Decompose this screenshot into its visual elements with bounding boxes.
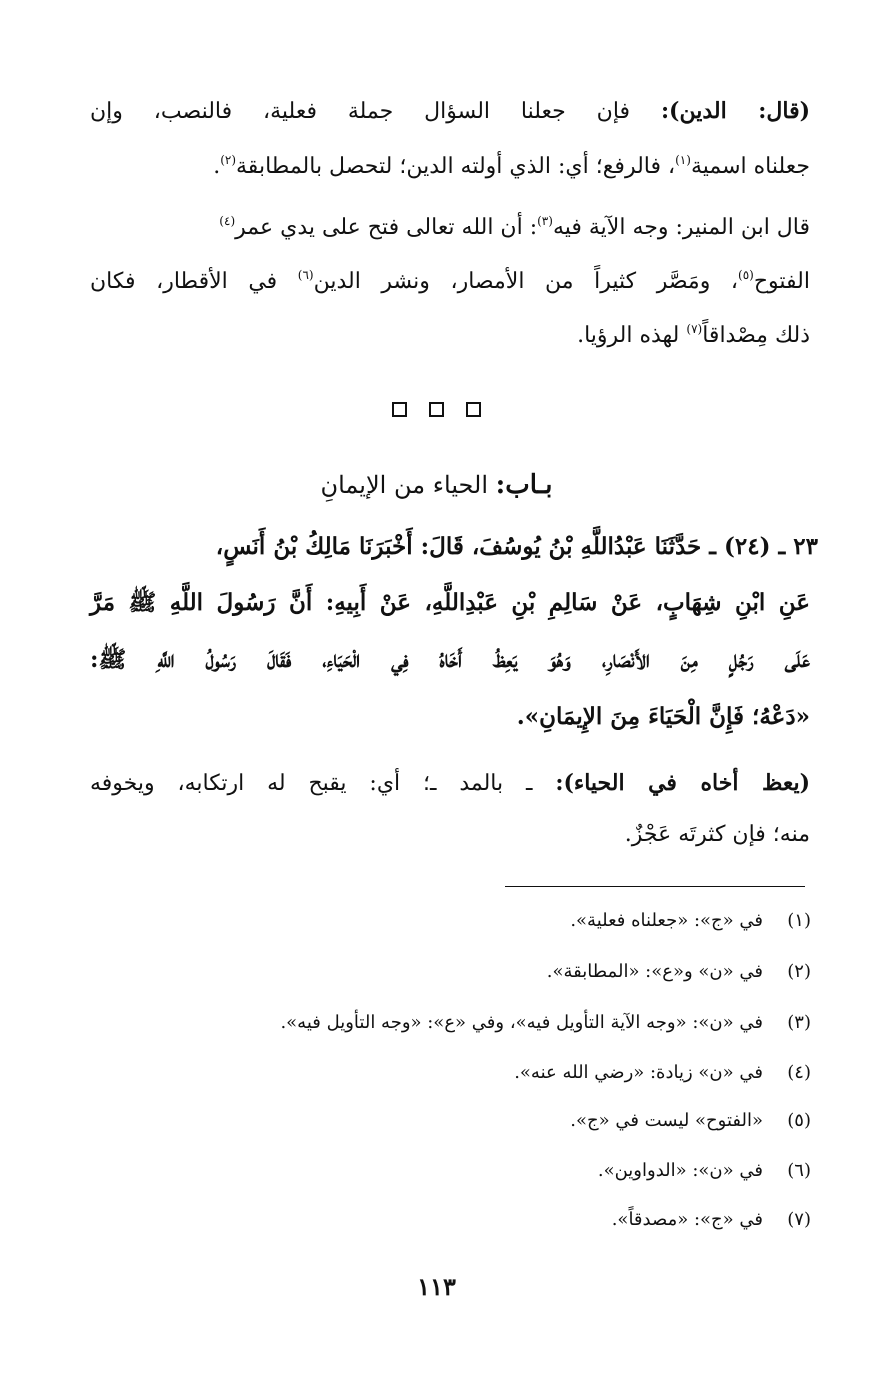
line-text: في الأقطار، فكان (90, 269, 298, 294)
paragraph-line (90, 323, 810, 347)
line-text: : أن الله تعالى فتح على يدي عمر (235, 215, 538, 240)
footnote-ref[interactable]: (٦) (297, 268, 314, 282)
line-text: ذلك مِصْداقاً (702, 323, 810, 348)
paragraph-line (90, 154, 810, 178)
section-separator (0, 402, 873, 421)
line-text: لهذه الرؤيا. (577, 323, 687, 348)
square-ornament-icon (466, 402, 481, 417)
hadith-line: عَلَى رَجُلٍ مِنَ الأَنْصَارِ، وَهُوَ يَعِظُ أَخَاهُ فِي الْحَيَاءِ، فَقَالَ رَسُولُ اللَّهِ ﷺ: (90, 646, 810, 673)
paragraph-line (90, 100, 810, 123)
footnote-number: (٢) (787, 961, 811, 982)
footnote-number: (٦) (787, 1160, 811, 1181)
footnote-item (71, 1012, 811, 1033)
footnote-ref[interactable]: (٥) (738, 268, 754, 282)
paragraph-line (90, 269, 810, 293)
square-ornament-icon (392, 402, 407, 417)
hadith-line: «دَعْهُ؛ فَإِنَّ الْحَيَاءَ مِنَ الإِيمَانِ». (516, 703, 810, 730)
chapter-title: الحياء من الإيمانِ (320, 471, 496, 499)
line-text: ـ بالمد ـ؛ أي: يقبح له ارتكابه، ويخوفه (90, 771, 556, 796)
paragraph-line: منه؛ فإن كثرتَه عَجْزٌ. (624, 822, 810, 847)
line-text: جعلناه اسمية (690, 154, 810, 179)
footnote-item (71, 1160, 811, 1181)
paragraph-line (90, 215, 810, 239)
line-text: ، فالرفع؛ أي: الذي أولته الدين؛ لتحصل بالمطابقة (236, 154, 676, 179)
hadith-line: ٢٣ ـ (٢٤) ـ حَدَّثَنَا عَبْدُاللَّهِ بْنُ يُوسُفَ، قَالَ: أَخْبَرَنَا مَالِكُ بْنُ أَنَسٍ، (215, 533, 818, 560)
line-text: ، ومَصَّر كثيراً من الأمصار، ونشر الدين (313, 269, 739, 294)
footnote-item (71, 961, 811, 982)
chapter-heading (0, 470, 873, 500)
footnote-ref[interactable]: (١) (675, 153, 691, 167)
footnote-item (71, 1110, 811, 1131)
paragraph-line (90, 772, 810, 795)
footnote-number: (٧) (787, 1209, 811, 1230)
footnote-text: في «ج»: «جعلناه فعلية». (570, 910, 763, 931)
line-text: . (213, 154, 221, 179)
quoted-phrase: (قال: الدين): (660, 98, 810, 124)
footnote-text: في «ج»: «مصدقاً». (611, 1209, 763, 1230)
footnote-text: في «ن» زيادة: «رضي الله عنه». (514, 1062, 763, 1083)
footnote-text: «الفتوح» ليست في «ج». (570, 1110, 763, 1131)
footnote-item (71, 1062, 811, 1083)
footnote-number: (٥) (787, 1110, 811, 1131)
footnote-ref[interactable]: (٤) (219, 214, 236, 228)
footnote-text: في «ن»: «وجه الآية التأويل فيه»، وفي «ع»: «وجه التأويل فيه». (280, 1012, 763, 1033)
footnote-item (71, 910, 811, 931)
footnote-text: في «ن»: «الدواوين». (597, 1160, 763, 1181)
chapter-label: بـاب: (495, 470, 553, 500)
footnote-item (71, 1209, 811, 1230)
footnote-ref[interactable]: (٧) (686, 322, 703, 336)
footnote-ref[interactable]: (٢) (220, 153, 237, 167)
line-text: فإن جعلنا السؤال جملة فعلية، فالنصب، وإن (90, 99, 661, 124)
hadith-line: عَنِ ابْنِ شِهَابٍ، عَنْ سَالِمِ بْنِ عَبْدِاللَّهِ، عَنْ أَبِيهِ: أَنَّ رَسُولَ اللَّهِ ﷺ مَرَّ (90, 589, 810, 616)
footnote-number: (٣) (787, 1012, 811, 1033)
square-ornament-icon (429, 402, 444, 417)
page-number: ١١٣ (417, 1272, 456, 1301)
footnote-divider (505, 886, 805, 887)
footnote-text: في «ن» و«ع»: «المطابقة». (546, 961, 763, 982)
footnote-ref[interactable]: (٣) (537, 214, 553, 228)
line-text: قال ابن المنير: وجه الآية فيه (552, 215, 810, 240)
footnote-number: (١) (787, 910, 811, 931)
line-text: الفتوح (753, 269, 810, 294)
footnote-number: (٤) (787, 1062, 811, 1083)
quoted-phrase: (يعظ أخاه في الحياء): (555, 770, 810, 796)
